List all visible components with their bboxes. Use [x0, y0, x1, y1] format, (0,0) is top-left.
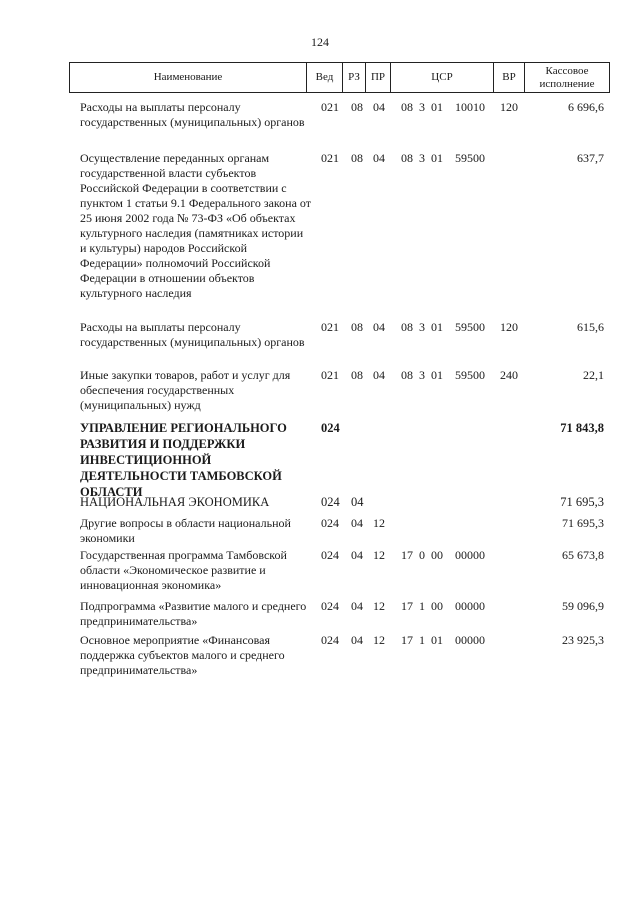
header-vr: ВР	[494, 63, 525, 92]
row-sum: 6 696,6	[568, 100, 604, 114]
row-name: Расходы на выплаты персоналу государственных (муниципальных) органов	[80, 100, 305, 129]
row-csr: 17 0 00 00000	[401, 548, 485, 562]
row-name: Подпрограмма «Развитие малого и среднего предпринимательства»	[80, 599, 307, 628]
row-ved: 024	[321, 633, 339, 647]
row-sum: 23 925,3	[562, 633, 604, 647]
row-sum: 615,6	[577, 320, 604, 334]
row-sum: 71 843,8	[560, 421, 604, 435]
row-ved: 021	[321, 151, 339, 165]
header-sum: Кассовое исполнение	[539, 64, 595, 90]
row-sum: 59 096,9	[562, 599, 604, 613]
row-name: Государственная программа Тамбовской области «Экономическое развитие и инновационная экономика»	[80, 548, 287, 592]
row-vr: 240	[500, 368, 518, 382]
row-ved: 024	[321, 548, 339, 562]
row-ved: 021	[321, 320, 339, 334]
header-ved: Вед	[307, 63, 343, 92]
row-rz: 04	[351, 495, 364, 509]
row-csr: 08 3 01 59500	[401, 368, 485, 382]
row-pr: 04	[373, 320, 385, 334]
row-rz: 04	[351, 599, 363, 613]
row-csr: 08 3 01 59500	[401, 320, 485, 334]
row-csr: 17 1 00 00000	[401, 599, 485, 613]
row-csr: 08 3 01 10010	[401, 100, 485, 114]
row-vr: 120	[500, 320, 518, 334]
row-name: Осуществление переданных органам государственной власти субъектов Российской Федерации в соответствии с пунктом 1 статьи 9.1 Федерального закона от 25 июня 2002 года № 73-ФЗ «Об объектах культурного наследия (памятниках истории и культуры) народов Российской Федерации» полномочий Российской Федерации в отношении объектов культурного наследия	[80, 151, 311, 300]
row-name: Основное мероприятие «Финансовая поддержка субъектов малого и среднего предпринимательства»	[80, 633, 285, 677]
row-vr: 120	[500, 100, 518, 114]
row-ved: 021	[321, 100, 339, 114]
header-pr: ПР	[366, 63, 391, 92]
row-name: Другие вопросы в области национальной экономики	[80, 516, 291, 545]
row-sum: 71 695,3	[560, 495, 604, 509]
header-name: Наименование	[70, 63, 307, 92]
row-name: УПРАВЛЕНИЕ РЕГИОНАЛЬНОГО РАЗВИТИЯ И ПОДДЕРЖКИ ИНВЕСТИЦИОННОЙ ДЕЯТЕЛЬНОСТИ ТАМБОВСКОЙ ОБЛАСТИ	[80, 421, 287, 499]
row-pr: 12	[373, 548, 385, 562]
row-rz: 04	[351, 633, 363, 647]
row-pr: 12	[373, 633, 385, 647]
row-pr: 04	[373, 151, 385, 165]
row-sum: 22,1	[583, 368, 604, 382]
row-sum: 637,7	[577, 151, 604, 165]
row-csr: 08 3 01 59500	[401, 151, 485, 165]
row-ved: 024	[321, 495, 340, 509]
row-name: Иные закупки товаров, работ и услуг для обеспечения государственных (муниципальных) нужд	[80, 368, 291, 412]
row-rz: 04	[351, 548, 363, 562]
header-csr: ЦСР	[391, 63, 494, 92]
row-pr: 04	[373, 100, 385, 114]
row-sum: 71 695,3	[562, 516, 604, 530]
row-rz: 08	[351, 100, 363, 114]
row-name: НАЦИОНАЛЬНАЯ ЭКОНОМИКА	[80, 495, 270, 509]
row-pr: 12	[373, 599, 385, 613]
row-ved: 024	[321, 599, 339, 613]
row-name: Расходы на выплаты персоналу государственных (муниципальных) органов	[80, 320, 305, 349]
row-ved: 024	[321, 421, 340, 435]
row-sum: 65 673,8	[562, 548, 604, 562]
row-rz: 08	[351, 151, 363, 165]
row-rz: 08	[351, 320, 363, 334]
row-rz: 08	[351, 368, 363, 382]
row-rz: 04	[351, 516, 363, 530]
row-csr: 17 1 01 00000	[401, 633, 485, 647]
row-pr: 04	[373, 368, 385, 382]
table-header	[69, 62, 610, 93]
page-number: 124	[311, 35, 329, 49]
row-pr: 12	[373, 516, 385, 530]
row-ved: 024	[321, 516, 339, 530]
row-ved: 021	[321, 368, 339, 382]
header-rz: РЗ	[343, 63, 366, 92]
